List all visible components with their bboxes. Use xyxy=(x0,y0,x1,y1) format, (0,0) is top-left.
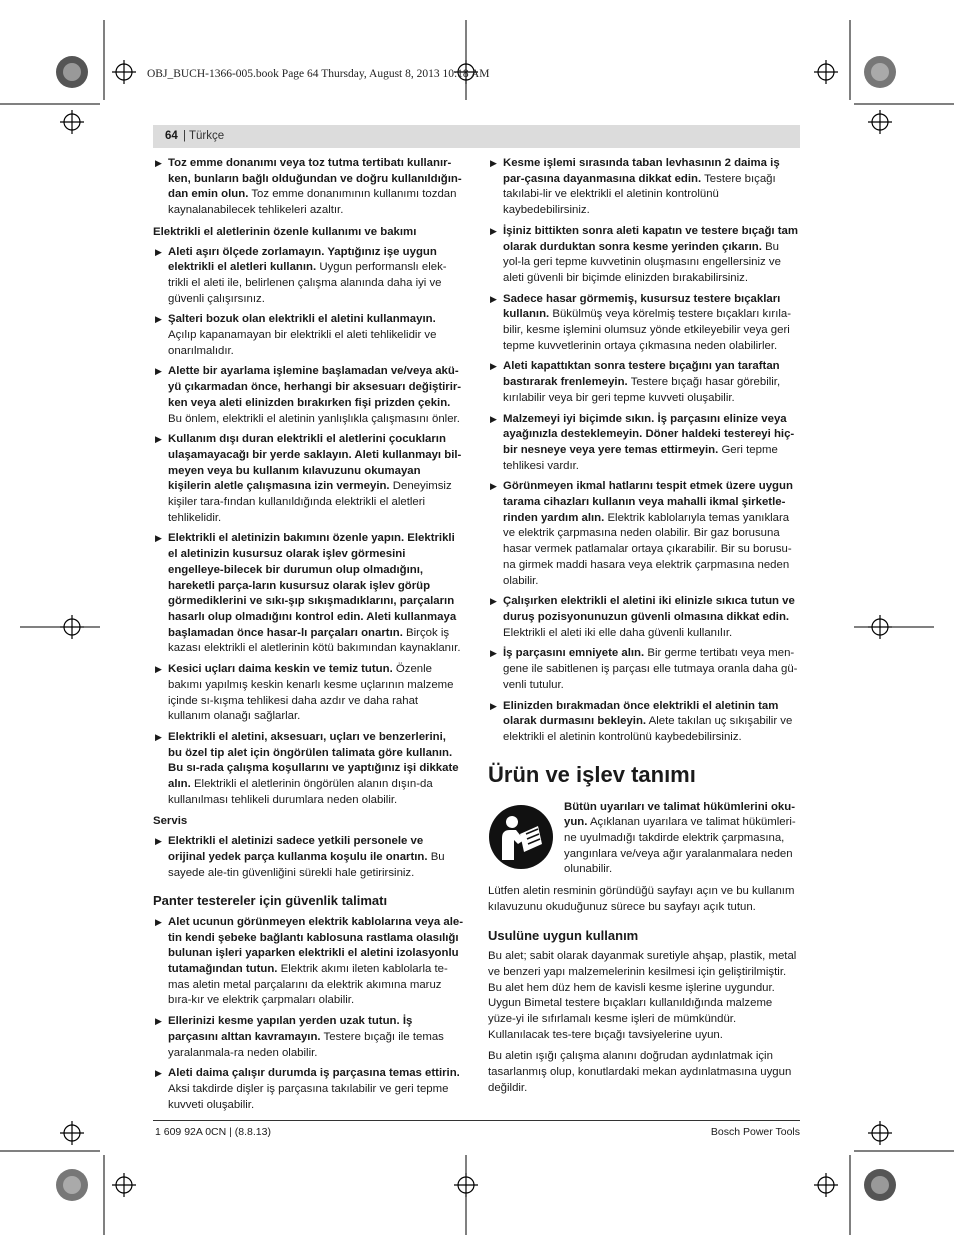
bullet-arrow-icon: ▶ xyxy=(490,158,497,168)
bullet-arrow-icon: ▶ xyxy=(155,158,162,168)
footer-brand: Bosch Power Tools xyxy=(710,1126,800,1138)
list-item: ▶ Elinizden bırakmadan önce elektrikli el aletinin tam olarak durmasını bekleyin. Alete takılan uç sıkışabilir ve elektrikli el aletinin kontrolünü kaybedebilirsiniz. xyxy=(490,699,793,743)
print-header: OBJ_BUCH-1366-005.book Page 64 Thursday, August 8, 2013 10:18 AM xyxy=(147,68,490,80)
bullet-arrow-icon: ▶ xyxy=(155,533,162,544)
footer-doc-number: 1 609 92A 0CN | (8.8.13) xyxy=(155,1126,271,1138)
section-heading-service: Servis xyxy=(153,815,188,828)
right-column xyxy=(488,156,800,1103)
bullet-arrow-icon: ▶ xyxy=(490,361,497,372)
list-item: ▶ Kesme işlemi sırasında taban levhasının 2 daima iş par-çasına dayanmasına dikkat edin. Testere bıçağı takılabi-lir ve elektrikli el aletinin kontrolünü kaybedebilirsiniz. xyxy=(490,157,780,217)
bullet-arrow-icon: ▶ xyxy=(155,314,162,325)
bullet-arrow-icon: ▶ xyxy=(155,916,162,927)
bullet-arrow-icon: ▶ xyxy=(155,836,162,847)
list-item: ▶ Görünmeyen ikmal hatlarını tespit etmek üzere uygun tarama cihazları kullanın veya mahalli ikmal şirketle-rinden yardım alın. Elektrik kablolarıyla temas yanıklara ve elektrik çarpmasına neden olabilir. Bir gaz borusuna hasar vermek patlamalar ortaya çıkarabilir. Bir su borusu-na girmek maddi hasara veya elektrik çarpmasına neden olabilir. xyxy=(490,480,793,587)
bullet-arrow-icon: ▶ xyxy=(490,413,497,424)
list-item: ▶ Çalışırken elektrikli el aletini iki elinizle sıkıca tutun ve duruş pozisyonunuzun güvenli olmasına dikkat edin. Elektrikli el aleti iki elle daha güvenli kullanılır. xyxy=(490,595,795,639)
list-item: ▶ Alet ucunun görünmeyen elektrik kablolarına veya ale-tin kendi şebeke bağlantı kablosuna rastlama olasılığı bulunan işleri yaparken elektrikli el aletini izolasyonlu tutamağından tutun. Elektrik akımı ileten kablolarla te-mas aletin metal parçalarını da elektrik akımına maruz bıra-kır ve elektrik çarpmaları olabilir. xyxy=(155,915,463,1007)
bullet-arrow-icon: ▶ xyxy=(155,1068,162,1079)
bullet-arrow-icon: ▶ xyxy=(155,664,162,675)
left-column xyxy=(153,156,463,1118)
usage-paragraph-light: Bu aletin ışığı çalışma alanını doğrudan aydınlatmak için tasarlanmış olup, konutlardaki mekan aydınlatmasına uygun değildir. xyxy=(488,1050,792,1094)
list-item: ▶ Elektrikli el aletini, aksesuarı, uçları ve benzerlerini, bu özel tip alet için öngörülen talimata göre kullanın. Bu sı-rada çalışma koşullarını ve yaptığınız işi dikkate alın. Elektrikli el aletlerinin öngörülen alanın dışın-da kullanılması tehlikeli durumlara neden olabilir. xyxy=(155,730,459,806)
list-item: ▶ İş parçasını emniyete alın. Bir germe tertibatı veya men-gene ile sabitlenen iş parçası elle tutmaya oranla daha gü-venli tutulur. xyxy=(490,647,798,691)
read-manual-warning: Bütün uyarıları ve talimat hükümlerini oku-yun. Açıklanan uyarılara ve talimat hükümleri-ne uyulmadığı takdirde elektrik çarpmasına, yangınlara ve/veya ağır yaralanmalara neden olunabilir. xyxy=(488,800,800,879)
section-heading-care: Elektrikli el aletlerinin özenle kullanımı ve bakımı xyxy=(153,225,417,238)
usage-paragraph: Bu alet; sabit olarak dayanmak suretiyle ahşap, plastik, metal ve benzeri yapı malzemelerinin kesilmesi için geliştirilmiştir. Bu alet hem düz hem de kavisli kesme işlerine uygundur. Uygun Bimetal testere bıçakları kullanıldığında malzeme yüze-yi ile sıfırlamalı kesme işleri de mümkündür. Kullanılacak tes-tere bıçağı tavsiyelerine uyun. xyxy=(488,950,797,1041)
section-heading-saw-safety: Panter testereler için güvenlik talimatı xyxy=(153,893,388,909)
bullet-arrow-icon: ▶ xyxy=(155,434,162,445)
bullet-arrow-icon: ▶ xyxy=(155,731,162,742)
bullet-arrow-icon: ▶ xyxy=(490,648,497,659)
bullet-arrow-icon: ▶ xyxy=(155,246,162,257)
bullet-arrow-icon: ▶ xyxy=(490,596,497,607)
list-item: ▶ Malzemeyi iyi biçimde sıkın. İş parçasını elinize veya ayağınızla desteklemeyin. Döner haldeki testereyi hiç-bir nesneye veya yere temas ettirmeyin. Geri tepme tehlikesi vardır. xyxy=(490,412,795,472)
open-page-note: Lütfen aletin resminin göründüğü sayfayı açın ve bu kullanım kılavuzunu okuduğunuz sürece bu sayfayı açık tutun. xyxy=(488,885,795,913)
read-manual-icon xyxy=(488,804,554,870)
bullet-arrow-icon: ▶ xyxy=(490,700,497,711)
list-item: ▶ Aleti kapattıktan sonra testere bıçağını yan taraftan bastırarak frenlemeyin. Testere bıçağı hasar görebilir, kırılabilir veya bir geri tepme kuvveti oluşabilir. xyxy=(490,360,781,404)
product-heading: Ürün ve işlev tanımı xyxy=(488,761,696,787)
list-item: ▶ Sadece hasar görmemiş, kusursuz testere bıçakları kullanın. Bükülmüş veya körelmiş testere bıçakları kırıla-bilir, kesme işlemini olumsuz yönde etkileyebilir veya geri tepme kuvvetlerinin ortaya çıkmasına neden olabilirler. xyxy=(490,292,792,352)
list-item: ▶ Kesici uçları daima keskin ve temiz tutun. Özenle bakımı yapılmış keskin kenarlı kesme uçlarının malzeme içinde sı-kışma tehlikesi daha azdır ve daha rahat kullanım olanağı sağlarlar. xyxy=(155,663,454,723)
list-item: ▶ Şalteri bozuk olan elektrikli el aletini kullanmayın. Açılıp kapanamayan bir elektrikli el aleti tehlikelidir ve onarılmalıdır. xyxy=(155,313,437,357)
bullet-arrow-icon: ▶ xyxy=(490,225,497,236)
bullet-arrow-icon: ▶ xyxy=(155,366,162,377)
page-header-bar xyxy=(153,125,800,148)
list-item: ▶ İşiniz bittikten sonra aleti kapatın ve testere bıçağı tam olarak durduktan sonra kesme yerinden çıkarın. Bu yol-la geri tepme kuvvetinin oluşmasını engellersiniz ve aleti güvenli bir biçimde elinizden bırakabilirsiniz. xyxy=(490,224,798,284)
list-item: ▶ Elektrikli el aletinizin bakımını özenle yapın. Elektrikli el aletinizin kusursuz olarak işlev görmesini engelleye-bilecek bir durumun olup olmadığını, hareketli parça-ların kusursuz olarak işlev görüp görmediklerini ve sıkı-şıp sıkışmadıklarını, parçaların hasarlı olup olmadığını kontrol edin. Aleti kullanmaya başlamadan önce hasar-lı parçaları onartın. Birçok iş kazası elektrikli el aletlerinin kötü bakımından kaynaklanır. xyxy=(155,532,461,655)
list-item: ▶ Ellerinizi kesme yapılan yerden uzak tutun. İş parçasını alttan kavramayın. Testere bıçağı ile temas yaralanmala-ra neden olabilir. xyxy=(155,1015,444,1059)
list-item: ▶ Kullanım dışı duran elektrikli el aletlerini çocukların ulaşamayacağı bir yerde saklayın. Aleti kullanmayı bil-meyen veya bu kullanım kılavuzunu okumayan kişilerin aletle çalışmasına izin vermeyin. Deneyimsiz kişiler tara-fından kullanıldığında elektrikli el aletleri tehlikelidir. xyxy=(155,433,462,524)
list-item: ▶ Toz emme donanımı veya toz tutma tertibatı kullanır-ken, bunların bağlı olduğundan ve doğru kullanıldığın-dan emin olun. Toz emme donanımının kullanımı tozdan kaynalanabilecek tehlikeleri azaltır. xyxy=(155,157,462,217)
usage-heading: Usulüne uygun kullanım xyxy=(488,927,639,943)
list-item: ▶ Elektrikli el aletinizi sadece yetkili personele ve orijinal yedek parça kullanma koşulu ile onartın. Bu sayede ale-tin güvenliğini sürekli hale getirirsiniz. xyxy=(155,835,445,879)
page-language: | Türkçe xyxy=(183,130,225,142)
bullet-arrow-icon: ▶ xyxy=(155,1016,162,1027)
page-number: 64 xyxy=(165,130,178,142)
list-item: ▶ Alette bir ayarlama işlemine başlamadan ve/veya akü-yü çıkarmadan önce, herhangi bir aksesuarı değiştirir-ken veya aleti elinizden bırakırken fişi prizden çekin. Bu önlem, elektrikli el aletinin yanlışlıkla çalışmasını önler. xyxy=(155,365,462,425)
list-item: ▶ Aleti daima çalışır durumda iş parçasına temas ettirin. Aksi takdirde dişler iş parçasına takılabilir ve geri tepme kuvveti oluşabilir. xyxy=(155,1067,460,1111)
list-item: ▶ Aleti aşırı ölçede zorlamayın. Yaptığınız işe uygun elektrikli el aletleri kullanın. Uygun performanslı elek-trikli el aleti ile, belirlenen çalışma alanında daha iyi ve güvenli çalışırsınız. xyxy=(155,245,447,305)
footer-divider xyxy=(153,1120,800,1121)
bullet-arrow-icon: ▶ xyxy=(490,481,497,492)
bullet-arrow-icon: ▶ xyxy=(490,293,497,304)
